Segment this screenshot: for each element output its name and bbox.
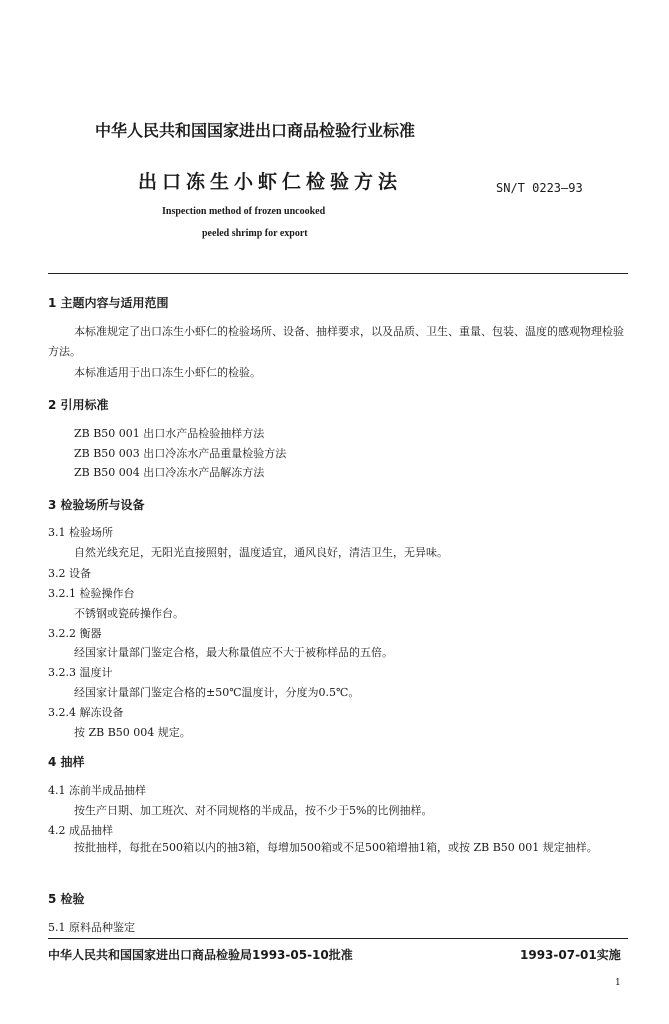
standard-code: SN/T 0223—93 [496,181,583,195]
section-1-heading: 1 主题内容与适用范围 [48,296,169,310]
section-5-heading: 5 检验 [48,892,85,906]
section-3-2-1-title: 3.2.1 检验操作台 [48,587,135,600]
footer-divider [48,938,628,939]
section-1-paragraph-2: 本标准适用于出口冻生小虾仁的检验。 [74,366,261,379]
section-3-heading: 3 检验场所与设备 [48,498,145,512]
section-3-2-title: 3.2 设备 [48,567,91,580]
document-title-en-line2: peeled shrimp for export [202,228,308,239]
section-1-paragraph-1: 本标准规定了出口冻生小虾仁的检验场所、设备、抽样要求，以及品质、卫生、重量、包装、温度的感观物理检验方法。 [48,325,624,358]
header-divider [48,273,628,274]
section-3-2-2-text: 经国家计量部门鉴定合格，最大称量值应不大于被称样品的五倍。 [74,646,393,659]
page-number: 1 [615,978,621,988]
approval-statement: 中华人民共和国国家进出口商品检验局1993-05-10批准 [48,948,353,962]
section-3-2-3-text: 经国家计量部门鉴定合格的±50℃温度计，分度为0.5℃。 [74,686,360,699]
standard-org-title: 中华人民共和国国家进出口商品检验行业标准 [95,121,416,140]
reference-item: ZB B50 003 出口冷冻水产品重量检验方法 [74,447,287,460]
section-4-heading: 4 抽样 [48,755,85,769]
reference-item: ZB B50 004 出口冷冻水产品解冻方法 [74,466,265,479]
section-5-1-title: 5.1 原料品种鉴定 [48,921,135,934]
section-3-2-4-title: 3.2.4 解冻设备 [48,706,124,719]
section-2-heading: 2 引用标准 [48,398,109,412]
section-3-2-2-title: 3.2.2 衡器 [48,627,102,640]
document-title-cn: 出口冻生小虾仁检验方法 [138,171,403,193]
section-3-2-4-text: 按 ZB B50 004 规定。 [74,726,191,739]
reference-item: ZB B50 001 出口水产品检验抽样方法 [74,427,265,440]
section-4-1-title: 4.1 冻前半成品抽样 [48,784,146,797]
effective-date: 1993-07-01实施 [520,948,621,962]
section-3-2-3-title: 3.2.3 温度计 [48,666,113,679]
section-4-1-text: 按生产日期、加工班次、对不同规格的半成品，按不少于5%的比例抽样。 [74,804,433,817]
section-3-2-1-text: 不锈钢或瓷砖操作台。 [74,607,184,620]
section-3-1-text: 自然光线充足，无阳光直接照射，温度适宜，通风良好，清洁卫生，无异味。 [74,546,448,559]
document-title-en-line1: Inspection method of frozen uncooked [162,206,326,217]
section-3-1-title: 3.1 检验场所 [48,526,113,539]
section-4-2-text: 按批抽样，每批在500箱以内的抽3箱，每增加500箱或不足500箱增抽1箱，或按 ZB B50 001 规定抽样。 [74,841,598,854]
section-4-2-title: 4.2 成品抽样 [48,824,113,837]
